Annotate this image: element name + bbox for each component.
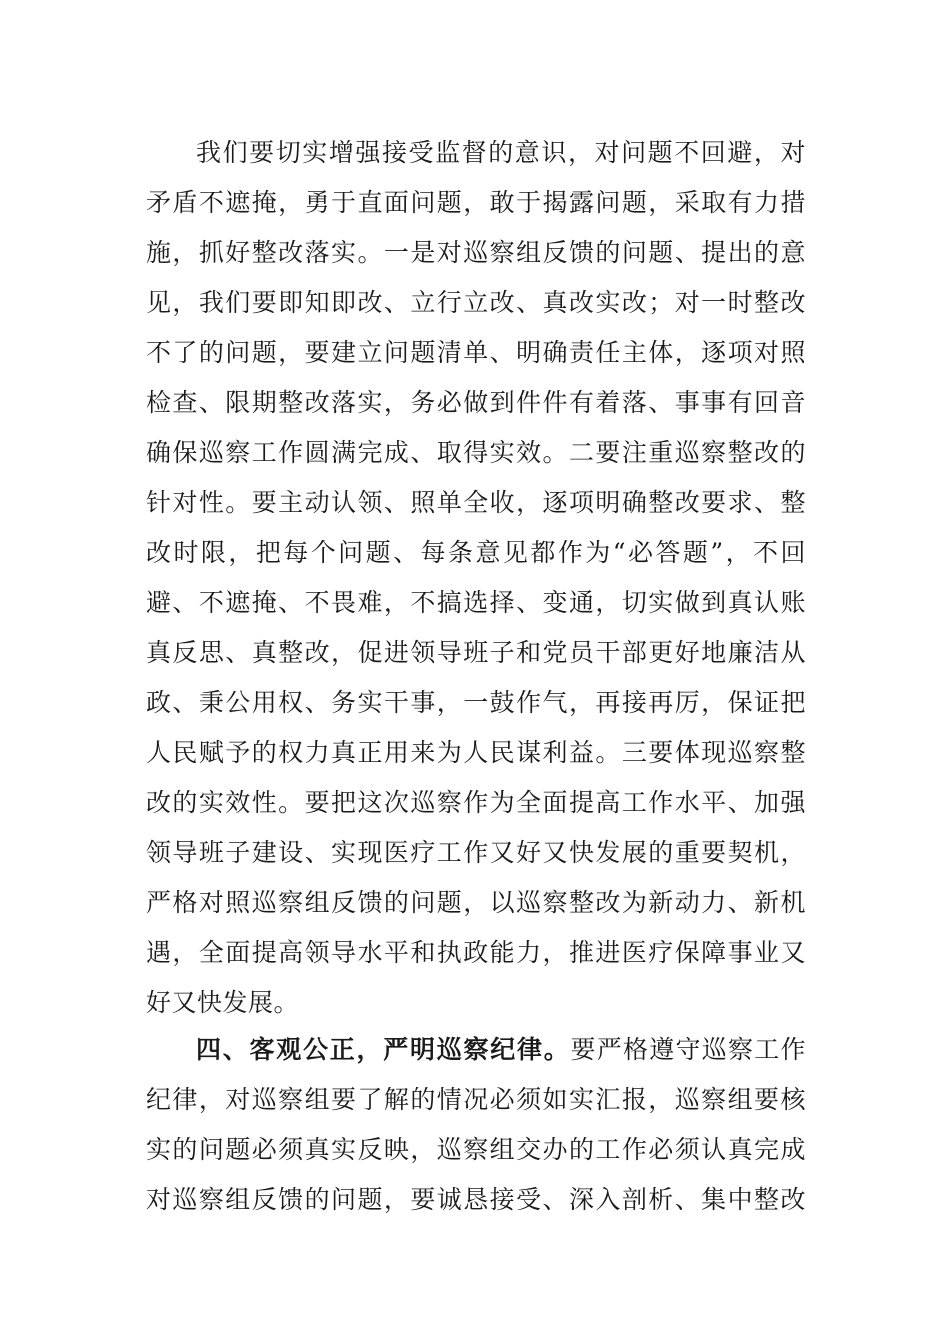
paragraph-line: 对巡察组反馈的问题，要诚恳接受、深入剖析、集中整改	[146, 1185, 806, 1214]
paragraph-line: 实的问题必须真实反映，巡察组交办的工作必须认真完成	[146, 1135, 806, 1164]
section-heading-rest: 要严格遵守巡察工作	[570, 1035, 806, 1064]
section-heading-line	[196, 1025, 806, 1075]
paragraph-line: 人民赋予的权力真正用来为人民谋利益。三要体现巡察整	[146, 738, 806, 767]
paragraph-line: 真反思、真整改，促进领导班子和党员干部更好地廉洁从	[146, 638, 806, 667]
paragraph-line: 检查、限期整改落实，务必做到件件有着落、事事有回音	[146, 388, 806, 417]
paragraph-line: 改时限，把每个问题、每条意见都作为“必答题”，不回	[146, 538, 806, 567]
paragraph-line: 改的实效性。要把这次巡察作为全面提高工作水平、加强	[146, 788, 806, 817]
paragraph-line: 避、不遮掩、不畏难，不搞选择、变通，切实做到真认账	[146, 588, 806, 617]
paragraph-line: 严格对照巡察组反馈的问题，以巡察整改为新动力、新机	[146, 888, 806, 917]
paragraph-line: 见，我们要即知即改、立行立改、真改实改；对一时整改	[146, 288, 806, 317]
section-heading: 四、客观公正，严明巡察纪律。	[196, 1035, 571, 1064]
paragraph-line: 针对性。要主动认领、照单全收，逐项明确整改要求、整	[146, 488, 806, 517]
paragraph-line: 好又快发展。	[146, 988, 300, 1017]
paragraph-line: 纪律，对巡察组要了解的情况必须如实汇报，巡察组要核	[146, 1085, 806, 1114]
paragraph-line: 矛盾不遮掩，勇于直面问题，敢于揭露问题，采取有力措	[146, 188, 806, 217]
paragraph-line: 政、秉公用权、务实干事，一鼓作气，再接再厉，保证把	[146, 688, 806, 717]
paragraph-line: 确保巡察工作圆满完成、取得实效。二要注重巡察整改的	[146, 438, 806, 467]
paragraph-line: 我们要切实增强接受监督的意识，对问题不回避，对	[196, 138, 806, 167]
paragraph-line: 不了的问题，要建立问题清单、明确责任主体，逐项对照	[146, 338, 806, 367]
paragraph-line: 领导班子建设、实现医疗工作又好又快发展的重要契机，	[146, 838, 806, 867]
paragraph-line: 遇，全面提高领导水平和执政能力，推进医疗保障事业又	[146, 938, 806, 967]
paragraph-line: 施，抓好整改落实。一是对巡察组反馈的问题、提出的意	[146, 238, 806, 267]
